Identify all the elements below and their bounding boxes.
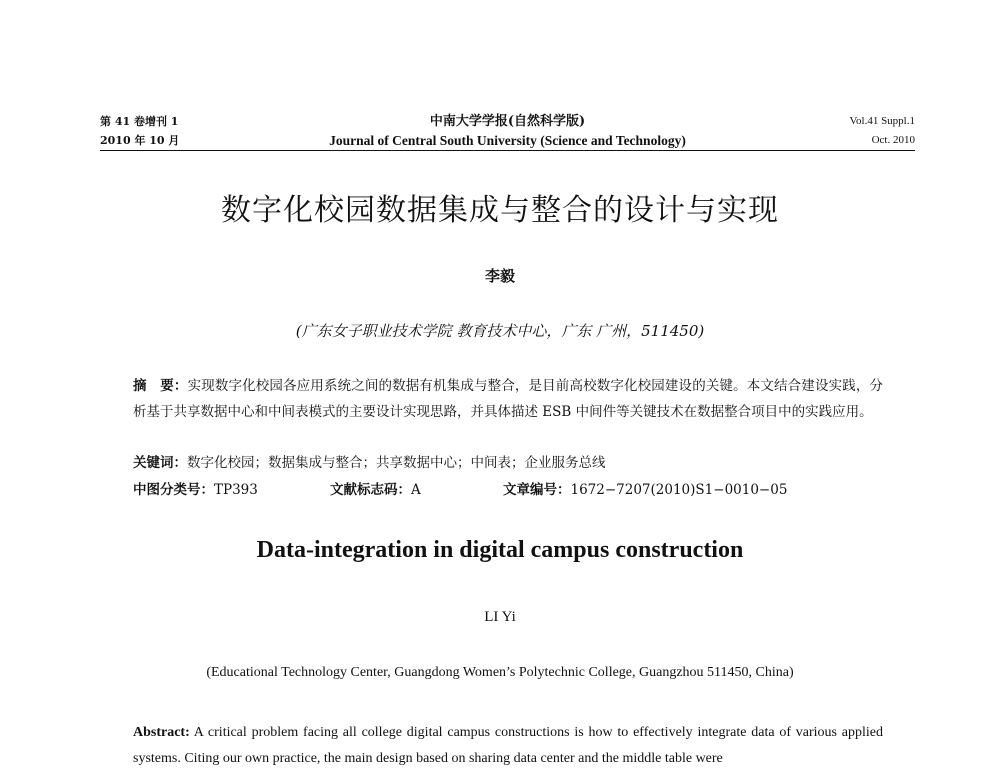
english-author: LI Yi: [484, 609, 516, 625]
classification-line: [133, 478, 883, 502]
english-abstract: [133, 720, 883, 772]
header-date-cn: 2010 年 10 月: [100, 134, 180, 147]
clc-label: 中图分类号：: [133, 482, 214, 498]
english-abstract-text: A critical problem facing all college digital campus constructions is how to effectively integrate data of various applied systems. Citing our own practice, the main design based on sharing data center and the middle table were: [133, 725, 884, 766]
journal-header: [100, 112, 915, 151]
chinese-author: 李毅: [484, 267, 515, 285]
header-journal-name: [100, 112, 915, 150]
chinese-abstract-text: 实现数字化校园各应用系统之间的数据有机集成与整合，是目前高校数字化校园建设的关键。本文结合建设实践，分析基于共享数据中心和中间表模式的主要设计实现思路，并具体描述 ESB 中间件等关键技术在数据整合项目中的实践应用。: [133, 378, 884, 420]
header-issue-info: [849, 112, 915, 150]
article-no-label: 文章编号：: [503, 482, 571, 498]
clc-number: [133, 478, 258, 502]
chinese-title: 数字化校园数据集成与整合的设计与实现: [221, 193, 779, 228]
english-abstract-label: Abstract:: [133, 725, 190, 740]
english-affiliation: (Educational Technology Center, Guangdong Women’s Polytechnic College, Guangzhou 511450, China): [206, 665, 794, 680]
header-volume: 第 41 卷增刊 1: [100, 115, 179, 128]
header-date-en: Oct. 2010: [871, 134, 915, 146]
header-journal-en: Journal of Central South University (Science and Technology): [329, 133, 686, 148]
article-no-value: 1672−7207(2010)S1−0010−05: [570, 482, 788, 498]
header-journal-cn: 中南大学学报(自然科学版): [429, 114, 586, 129]
chinese-keywords: [133, 451, 606, 475]
chinese-keywords-label: 关键词：: [133, 455, 187, 471]
doc-code-label: 文献标志码：: [330, 482, 411, 498]
chinese-abstract: [133, 373, 883, 425]
document-code: [330, 478, 421, 502]
chinese-abstract-label: 摘 要：: [133, 378, 188, 394]
header-vol-en: Vol.41 Suppl.1: [849, 115, 915, 127]
chinese-affiliation: (广东女子职业技术学院 教育技术中心，广东 广州，511450): [295, 322, 705, 340]
article-number: [503, 478, 787, 502]
doc-code-value: A: [411, 482, 421, 498]
chinese-keywords-text: 数字化校园；数据集成与整合；共享数据中心；中间表；企业服务总线: [187, 455, 606, 471]
clc-value: TP393: [214, 482, 258, 498]
english-title: Data-integration in digital campus construction: [256, 537, 744, 563]
